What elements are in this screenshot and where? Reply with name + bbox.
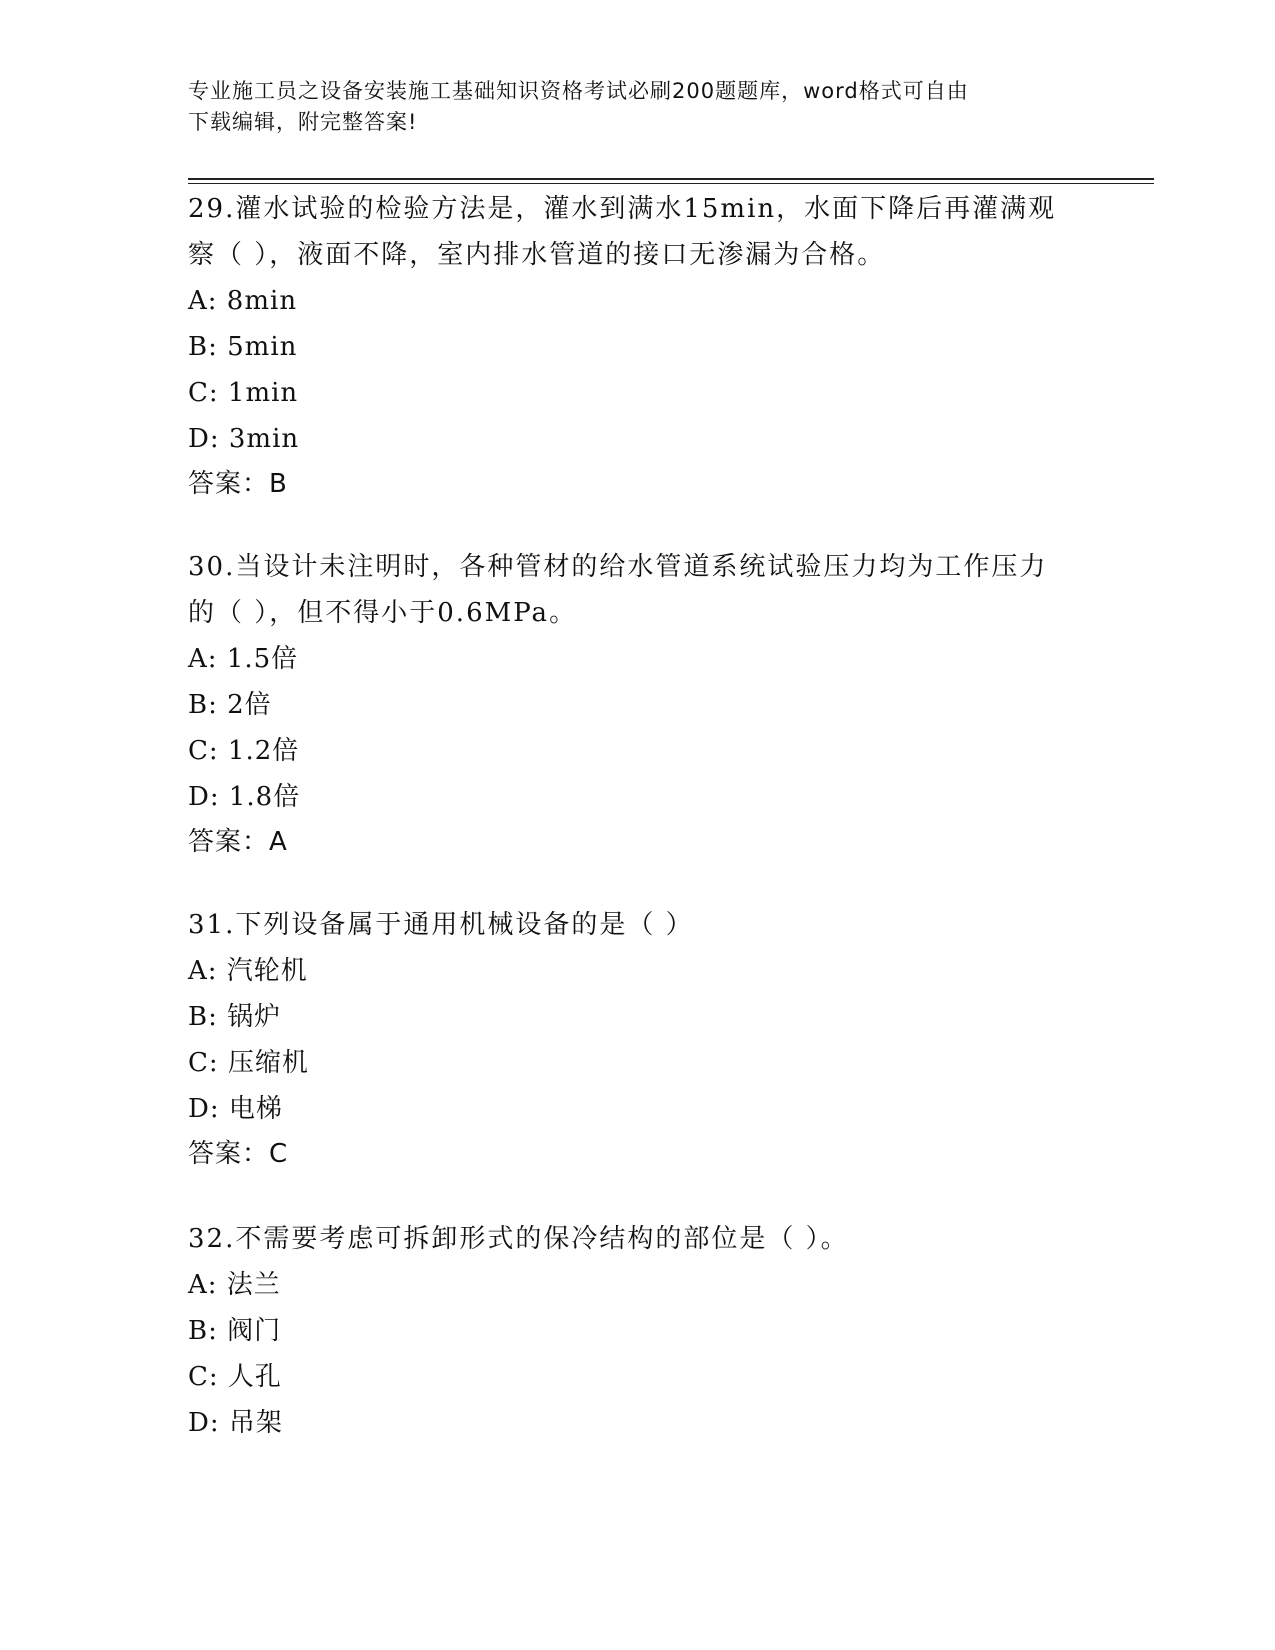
question-29 (188, 186, 1068, 506)
option-d: D: 3min (188, 424, 300, 454)
answer-line: 答案：A (188, 827, 288, 857)
option-d: D: 吊架 (188, 1408, 283, 1438)
question-32 (188, 1216, 1068, 1446)
header-divider-thin (188, 183, 1154, 184)
answer-line: 答案：C (188, 1139, 289, 1169)
question-stem: 31.下列设备属于通用机械设备的是（ ） (188, 910, 694, 940)
header-title-line1: 专业施工员之设备安装施工基础知识资格考试必刷200题题库，word格式可自由 (188, 79, 969, 103)
question-30 (188, 544, 1068, 864)
question-stem: 32.不需要考虑可拆卸形式的保冷结构的部位是（ ）。 (188, 1224, 849, 1254)
option-b: B: 阀门 (188, 1316, 282, 1346)
option-b: B: 5min (188, 332, 298, 362)
option-a: A: 法兰 (188, 1270, 281, 1300)
option-c: C: 1.2倍 (188, 736, 300, 766)
option-a: A: 汽轮机 (188, 956, 308, 986)
option-c: C: 压缩机 (188, 1048, 309, 1078)
answer-line: 答案：B (188, 469, 288, 499)
option-c: C: 人孔 (188, 1362, 282, 1392)
question-31 (188, 902, 1068, 1176)
header-divider-thick (188, 178, 1154, 180)
header-title-line2: 下载编辑，附完整答案! (188, 110, 418, 134)
option-b: B: 2倍 (188, 690, 272, 720)
option-a: A: 1.5倍 (188, 644, 299, 674)
question-stem: 30.当设计未注明时，各种管材的给水管道系统试验压力均为工作压力的（ ），但不得小于0.6MPa。 (188, 552, 1048, 628)
question-stem: 29.灌水试验的检验方法是，灌水到满水15min，水面下降后再灌满观察（ ），液面不降，室内排水管道的接口无渗漏为合格。 (188, 194, 1057, 270)
option-a: A: 8min (188, 286, 298, 316)
option-d: D: 1.8倍 (188, 782, 301, 812)
option-b: B: 锅炉 (188, 1002, 282, 1032)
option-c: C: 1min (188, 378, 299, 408)
option-d: D: 电梯 (188, 1094, 283, 1124)
document-header (188, 76, 1068, 138)
